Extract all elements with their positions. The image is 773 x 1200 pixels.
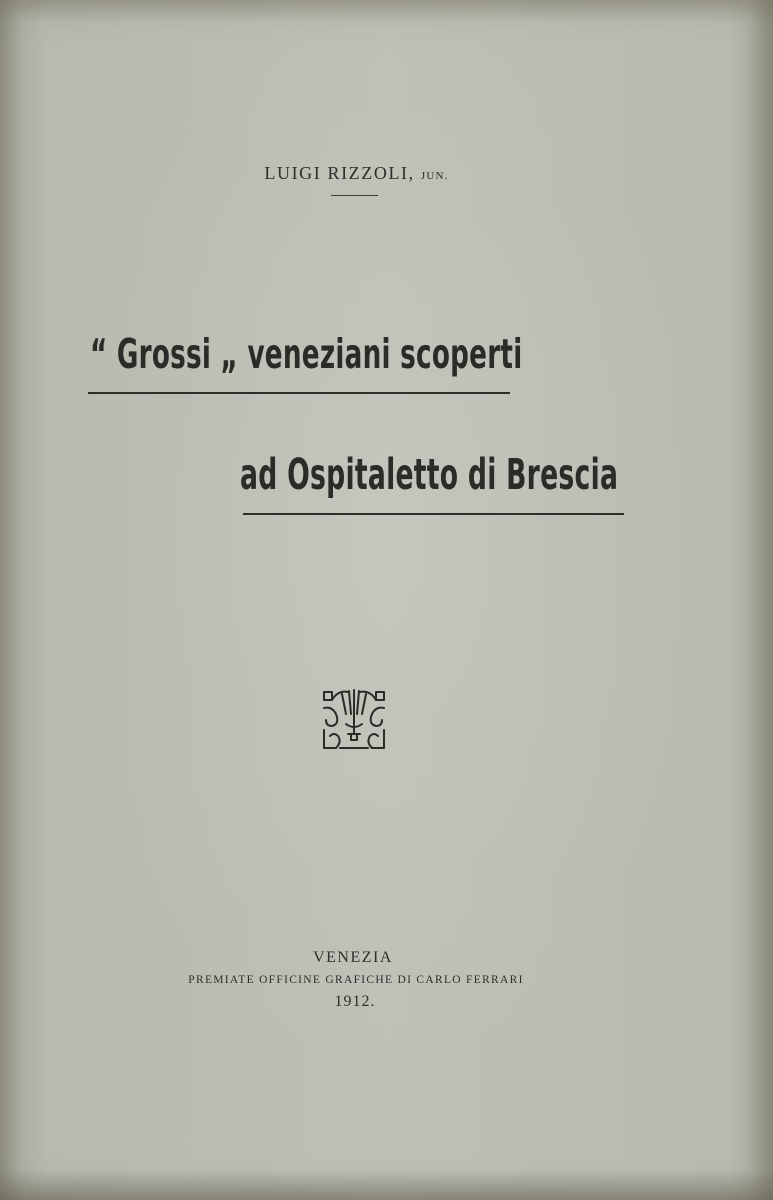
title-line-2: ad Ospitaletto di Brescia xyxy=(240,450,619,500)
imprint-publisher: PREMIATE OFFICINE GRAFICHE DI CARLO FERRARI xyxy=(188,974,524,986)
imprint-year: 1912. xyxy=(334,993,376,1010)
author-name: LUIGI RIZZOLI, xyxy=(264,163,415,183)
author-line xyxy=(0,163,713,184)
paper-edge-right xyxy=(748,0,773,1200)
paper-edge-top xyxy=(0,0,773,22)
author-suffix: JUN. xyxy=(420,170,449,182)
author-divider xyxy=(331,195,378,196)
title-line-1: “ Grossi „ veneziani scoperti xyxy=(90,330,523,378)
printer-mark-ornament-icon xyxy=(318,684,390,754)
paper-edge-bottom xyxy=(0,1170,773,1200)
title-line-2-underline xyxy=(243,513,624,515)
title-line-1-underline xyxy=(88,392,510,394)
imprint-city: VENEZIA xyxy=(313,949,393,966)
